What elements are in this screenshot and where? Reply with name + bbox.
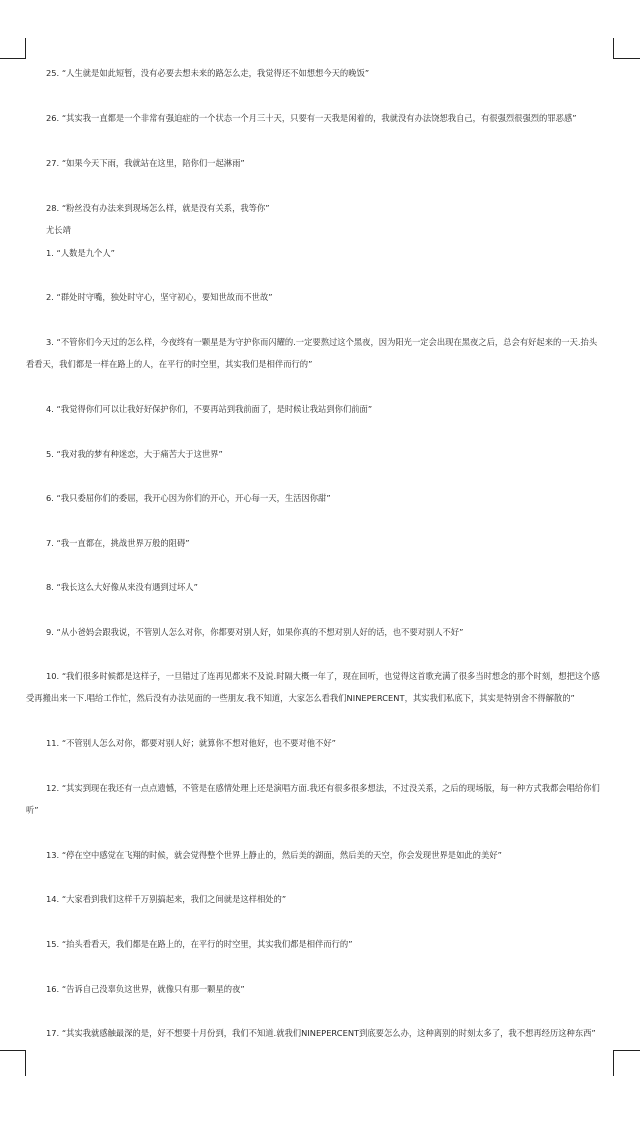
quote-25: 25. “人生就是如此短暂，没有必要去想未来的路怎么走，我觉得还不如想想今天的晚饭”: [46, 68, 370, 78]
quote-y3-line1: 3. “不管你们今天过的怎么样，今夜终有一颗星是为守护你而闪耀的.一定要熬过这个黑夜，因为阳光一定会出现在黑夜之后，总会有好起来的一天.抬头: [46, 337, 598, 347]
quote-y1: 1. “人数是九个人”: [46, 248, 115, 258]
quote-26: 26. “其实我一直都是一个非常有强迫症的一个状态一个月三十天，只要有一天我是闲着的，我就没有办法饶恕我自己，有很强烈很强烈的罪恶感”: [46, 113, 577, 123]
quote-y10-line2: 受再搬出来一下.唱给工作忙，然后没有办法见面的一些朋友.我不知道，大家怎么看我们NINEPERCENT，其实我们私底下，其实是特别舍不得解散的”: [26, 693, 575, 703]
quote-y14: 14. “大家看到我们这样千万别搞起来，我们之间就是这样相处的”: [46, 894, 287, 904]
quote-y3-line2: 看看天，我们都是一样在路上的人，在平行的时空里，其实我们是相伴而行的”: [26, 359, 313, 369]
quote-y10-line1: 10. “我们很多时候都是这样子，一旦错过了连再见都来不及说.时隔大概一年了，现在回听，也觉得这首歌充满了很多当时想念的那个时刻，想把这个感: [46, 671, 600, 681]
quote-y15: 15. “抬头看看天，我们都是在路上的，在平行的时空里，其实我们都是相伴而行的”: [46, 939, 353, 949]
quote-y2: 2. “群处时守嘴，独处时守心，坚守初心，要知世故而不世故”: [46, 292, 273, 302]
quote-y6: 6. “我只委屈你们的委屈，我开心因为你们的开心，开心每一天，生活因你甜”: [46, 493, 331, 503]
crop-mark-bottom-right-vertical: [613, 1050, 614, 1076]
crop-mark-bottom-right-horizontal: [613, 1050, 640, 1051]
quote-y4: 4. “我觉得你们可以让我好好保护你们，不要再站到我前面了，是时候让我站到你们前面”: [46, 404, 373, 414]
quote-y8: 8. “我长这么大好像从来没有遇到过坏人”: [46, 582, 198, 592]
crop-mark-top-right-horizontal: [613, 58, 640, 59]
quote-y11: 11. “不管别人怎么对你，都要对别人好；就算你不想对他好，也不要对他不好”: [46, 738, 336, 748]
crop-mark-top-left-vertical: [25, 38, 26, 58]
quote-28: 28. “粉丝没有办法来到现场怎么样，就是没有关系，我等你”: [46, 203, 270, 213]
quote-y12-line1: 12. “其实到现在我还有一点点遗憾，不管是在感情处理上还是演唱方面.我还有很多很多想法，不过没关系，之后的现场版，每一种方式我都会唱给你们: [46, 783, 600, 793]
quote-y13: 13. “停在空中感觉在飞翔的时候，就会觉得整个世界上静止的，然后美的湖面，然后美的天空，你会发现世界是如此的美好”: [46, 850, 502, 860]
crop-mark-bottom-left-vertical: [25, 1050, 26, 1076]
quote-y9: 9. “从小爸妈会跟我说，不管别人怎么对你，你都要对别人好，如果你真的不想对别人好的话，也不要对别人不好”: [46, 627, 464, 637]
crop-mark-bottom-left-horizontal: [0, 1050, 26, 1051]
quote-y16: 16. “告诉自己没辜负这世界，就像只有那一颗星的夜”: [46, 984, 245, 994]
quote-y12-line2: 听”: [26, 805, 39, 815]
quote-27: 27. “如果今天下雨，我就站在这里，陪你们一起淋雨”: [46, 158, 245, 168]
quote-y5: 5. “我对我的梦有种迷恋，大于痛苦大于这世界”: [46, 449, 223, 459]
crop-mark-top-right-vertical: [613, 38, 614, 58]
section-name: 尤长靖: [46, 225, 71, 235]
quote-y17: 17. “其实我就感触最深的是，好不想要十月份到，我们不知道.就我们NINEPERCENT到底要怎么办，这种离别的时刻太多了，我不想再经历这种东西”: [46, 1028, 596, 1038]
quote-y7: 7. “我一直都在，挑战世界万般的阻碍”: [46, 538, 190, 548]
crop-mark-top-left-horizontal: [0, 58, 26, 59]
